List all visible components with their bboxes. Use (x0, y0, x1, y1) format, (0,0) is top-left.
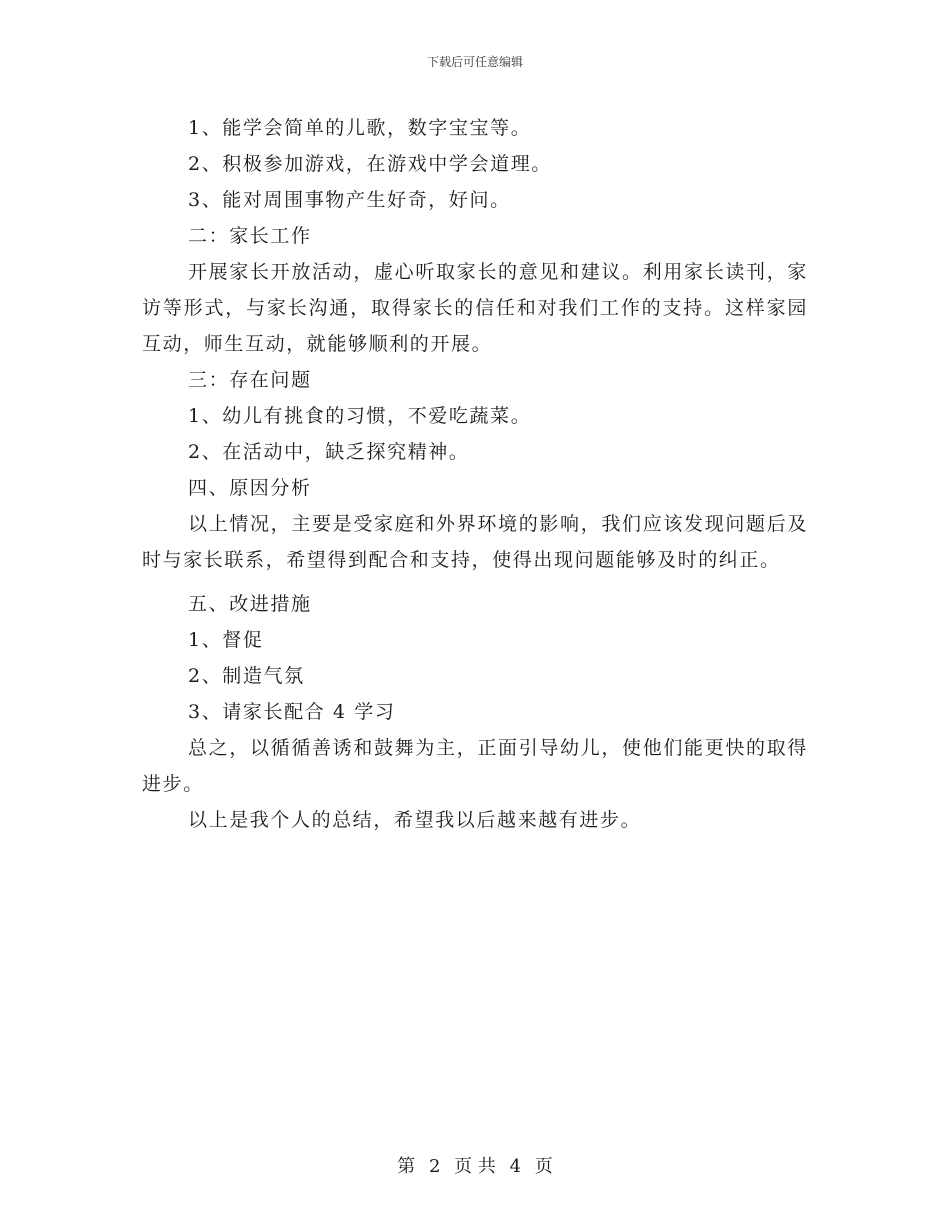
paragraph-gap (142, 578, 808, 586)
body-paragraph: 以上情况，主要是受家庭和外界环境的影响，我们应该发现问题后及时与家长联系，希望得到配合和支持，使得出现问题能够及时的纠正。 (142, 513, 808, 571)
page-footer (0, 1152, 950, 1178)
body-paragraph: 总之，以循循善诱和鼓舞为主，正面引导幼儿，使他们能更快的取得进步。 (142, 737, 808, 795)
body-paragraph: 以上是我个人的总结，希望我以后越来越有进步。 (188, 809, 642, 831)
body-paragraph: 2、积极参加游戏，在游戏中学会道理。 (188, 153, 552, 175)
body-paragraph: 3、请家长配合 4 学习 (188, 701, 396, 723)
section-heading: 三：存在问题 (188, 369, 312, 391)
page-current: 2 (428, 1156, 441, 1177)
body-paragraph: 开展家长开放活动，虚心听取家长的意见和建议。利用家长读刊，家访等形式，与家长沟通，取得家长的信任和对我们工作的支持。这样家园互动，师生互动，就能够顺利的开展。 (142, 261, 808, 355)
document-body (142, 110, 808, 838)
body-paragraph: 3、能对周围事物产生好奇，好问。 (188, 189, 511, 211)
page-middle: 页 共 (454, 1156, 496, 1177)
page-suffix: 页 (534, 1156, 553, 1177)
section-heading: 五、改进措施 (188, 593, 312, 615)
body-paragraph: 1、幼儿有挑食的习惯，不爱吃蔬菜。 (188, 405, 532, 427)
body-paragraph: 1、能学会简单的儿歌，数字宝宝等。 (188, 117, 532, 139)
section-heading: 二：家长工作 (188, 225, 312, 247)
page-total: 4 (509, 1156, 522, 1177)
header-note: 下载后可任意编辑 (426, 55, 523, 69)
body-paragraph: 2、在活动中，缺乏探究精神。 (188, 441, 470, 463)
page-prefix: 第 (397, 1156, 416, 1177)
page-header (0, 53, 950, 70)
section-heading: 四、原因分析 (188, 477, 312, 499)
body-paragraph: 1、督促 (188, 629, 264, 651)
body-paragraph: 2、制造气氛 (188, 665, 305, 687)
